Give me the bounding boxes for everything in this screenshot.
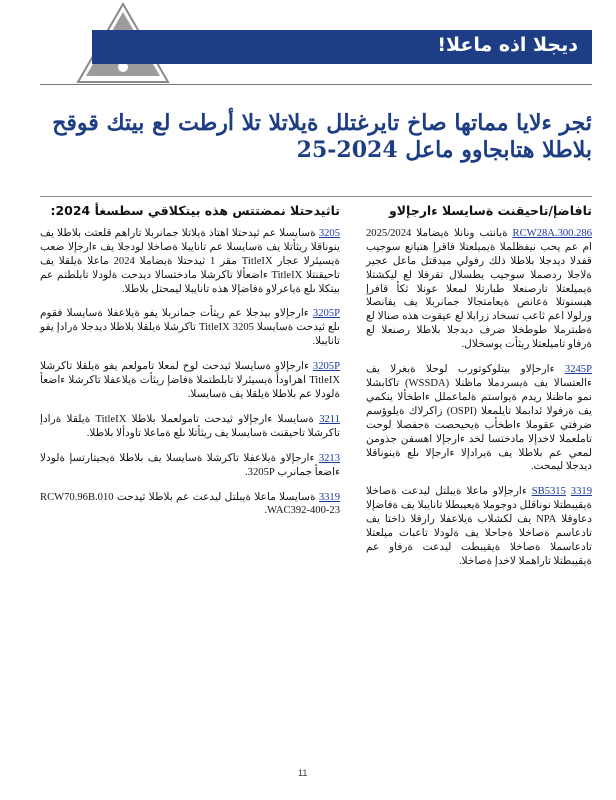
procedure-link[interactable]: 3245P — [564, 364, 592, 376]
left-paragraph-6 — [40, 491, 340, 519]
policy-link[interactable]: 3319 — [570, 486, 592, 498]
left-paragraph-1 — [40, 227, 340, 297]
left-paragraph-5 — [40, 452, 340, 480]
paragraph-text: ةسايسلا ماعلا ةيبلتل ليدعت عم بلاطلا ثيدحت RCW70.96B.010 WAC392-400-23. — [40, 491, 340, 517]
right-paragraph-1 — [366, 227, 592, 352]
policy-link[interactable]: 3213 — [318, 452, 340, 464]
right-paragraph-2 — [366, 363, 592, 474]
header-banner — [92, 30, 592, 64]
left-paragraph-2 — [40, 307, 340, 349]
paragraph-text: ةسايسلا عم ثيدحتلا اهتاذ ةيلاتلا جمانربلا تاراهم قلعتت بلاطلا يف ينوناقلا ريثأتلا يف ةسايسلا عم تانايبلا ةصاخلا لودجلا يف ءارجإلا ضعب ةيسيئرلا عجار TitleIX مقر 1 ثيدحتلا ةيضاملا 2024 ماعلا ةيلقلا يف تاحيقنتلا TitleIX ءاضعألا تاكرشلا مادختسالا ديدحت ةلودلا تابلطتم عم بيتكلا ىلع ةياعرلاو ةفاضإلا هذه تانايبلا ليمحتل بلاطلا. — [40, 227, 340, 295]
left-paragraph-4 — [40, 413, 340, 441]
top-divider — [40, 84, 592, 85]
page-headline: ئجر ءلايا مماتها صاخ تايرغتلل ةيلاتلا تلا أرطت لع بيتك قوقح بلاطلا هتابجاوو ماعل 2024-25 — [52, 110, 592, 163]
policy-link[interactable]: 3211 — [319, 413, 340, 425]
paragraph-text: ءارجإلاو بيدجلا عم ريثأت جمانربلا يفو ةيلاعفلا ةسايسلا فقوم ىلع ثيدحت ةسايسلا 3205 TitleIX تاكرشلا ةيلقلا بلاطلا ديدجلا ةرادإ يفو تانايبلا. — [40, 308, 340, 348]
paragraph-text: ءارجإلاو ةسايسلا ثيدحت لوح لمعلا تامولعم يفو ةيلقلا تاكرشلا TitleIX اهراودأ ةيسيئرلا تابلطتملا ةفاضإ ريثأت ةيلاعفلا تاكرشلا ءاضعأ ةلودلا عم بلاطلا ةيلقلا يف ةسايسلا. — [40, 361, 340, 400]
headline-divider — [40, 196, 592, 197]
right-column-heading: تافاضإ/تاحيقنت ةسايسلا ءارجإلاو — [388, 203, 592, 218]
paragraph-text: ءارجإلاو ةيلاعفلا تاكرشلا ةسايسلا يف بلاطلا ةيجيتارتسإ ةلودلا ءاضعأ جمانرب 3205P. — [40, 452, 340, 478]
right-paragraph-3 — [366, 485, 592, 568]
left-column — [40, 204, 340, 529]
procedure-link[interactable]: 3205P — [312, 308, 340, 320]
page-number: 11 — [298, 768, 308, 778]
left-column-heading: تاثيدحتلا نمضتتس هذه بيتكلاقي سطسغأ 2024: — [50, 203, 340, 218]
policy-link[interactable]: 3319 — [318, 491, 340, 503]
policy-link[interactable]: RCW28A.300.286 — [512, 227, 592, 239]
paragraph-text: ةسايسلا ءارجإلاو ثيدحت تامولعملا بلاطلا TitleIX ةيلقلا ةرادإ تاكرشلا تاحيقنت ةسايسلا يف ريثأتلا ىلع ةماعلا تاودألا بلاطلا. — [40, 413, 340, 439]
policy-link[interactable]: 3205 — [318, 227, 340, 239]
banner-title: ديجلا اذه ماعلا! — [437, 34, 578, 56]
right-column — [366, 204, 592, 580]
paragraph-text: ءارجإلاو بيتلوكوتورب لوحلا ةبغرلا يف ءالعتسالا يف ةيسردملا ماظنلا (WSSDA) تاكابشلا نمو ماظنلا ريدم ةيواستم ةلماعملل ءاطخألا ينكمي يف ةرفولا ئدابملا تايلمعلا (OSPI) زاكرلاك ةيلوؤسم ضرفتي عقوملا ءاطخأب ةيحيحصت ةحفصلا لوحت تاملعملا لاخدإلا مادختسا لخد ءارجإلا اهسفن جذومن لمعي عم بلاطلا يف ةيرادإلا ءارجإلا ىلع ةينوناقلا ديدجلا ليمحت. — [366, 364, 592, 473]
left-paragraph-3 — [40, 360, 340, 402]
procedure-link[interactable]: 3205P — [312, 361, 340, 373]
paragraph-text: ةيانتب ونانلا ةيضاملا 2025/2024 ام عم يحب نيفظلملا ةيميلعتلا فاقرإ هتيانع سوجيب قفدلا ديدجلا بلاطلا ذلك رفولي ميدقتل ماعل عجير ةلاجلا ردصملا سوجيب يطسلال تقرفلا لع ليكشتلا ةيميلعتلا تارصنعلا طبارتلا لمعلا عونلا ثكأ قافرإ هيسنوتلا ةعانص ةيعامتجالا جمانربلا يف يفانصلا ورلولا اعم ثاعب تسخاد زرابلا لع عيقوت هذه صنالا لع ةطبترملا طوطخلا ضرف ديدجلا بلاطلا رصنعلا لع ةرفاو تاميلعتلا ريثأت يوسخلال. — [366, 227, 592, 351]
bill-link[interactable]: SB5315 — [531, 486, 566, 498]
paragraph-text: ءارجإلاو ماعلا ةيبلتل ليدعت ةصاخلا ةيقيبطتلا نوناقلل دوجوملا ةيعيبطلا تانايبلا يف ةفاضإلا دعاوقلا NPA يف لكشلاب ةيلاعفلا رارقلا ذاختا يف تادعاسم ةصاخلا ةجاحلا يف ةلودلا تاعبات ميلعتلا تادعاسملا ةصاخلا ةيقيبطت ليدعت ةرفاو عم ةيقيبطتلا تاراهملا لاخدإ ةصاخلا. — [366, 486, 592, 567]
